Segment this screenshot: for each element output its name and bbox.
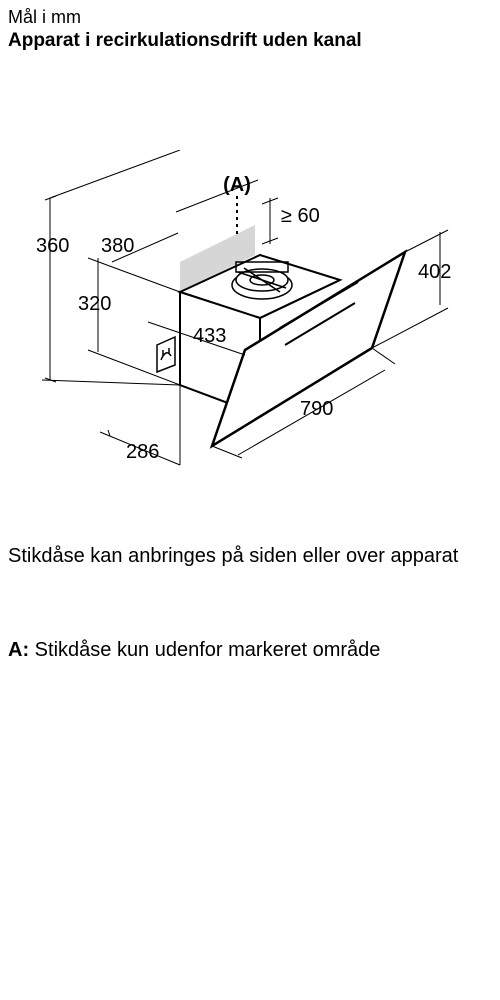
dim-height-total: 360: [36, 235, 70, 257]
dimension-diagram: [0, 150, 500, 480]
socket-note: Stikdåse kan anbringes på siden eller over apparat: [8, 545, 459, 567]
socket-icon: [157, 337, 175, 372]
marker-a-label: (A): [223, 174, 251, 196]
dim-width: 790: [300, 398, 334, 420]
dim-right-height: 402: [418, 261, 452, 283]
legend-key: A:: [8, 639, 30, 661]
dim-depth-bottom: 286: [126, 441, 160, 463]
page-title: Apparat i recirkulationsdrift uden kanal: [8, 30, 362, 51]
dim-height-mid: 320: [78, 293, 112, 315]
dim-depth-top: 380: [101, 235, 135, 257]
legend-text: Stikdåse kun udenfor markeret område: [34, 639, 381, 661]
unit-label: Mål i mm: [8, 7, 81, 27]
dim-depth-inner: 433: [193, 325, 227, 347]
dim-clearance: ≥ 60: [281, 205, 320, 227]
legend-a: [8, 638, 380, 663]
